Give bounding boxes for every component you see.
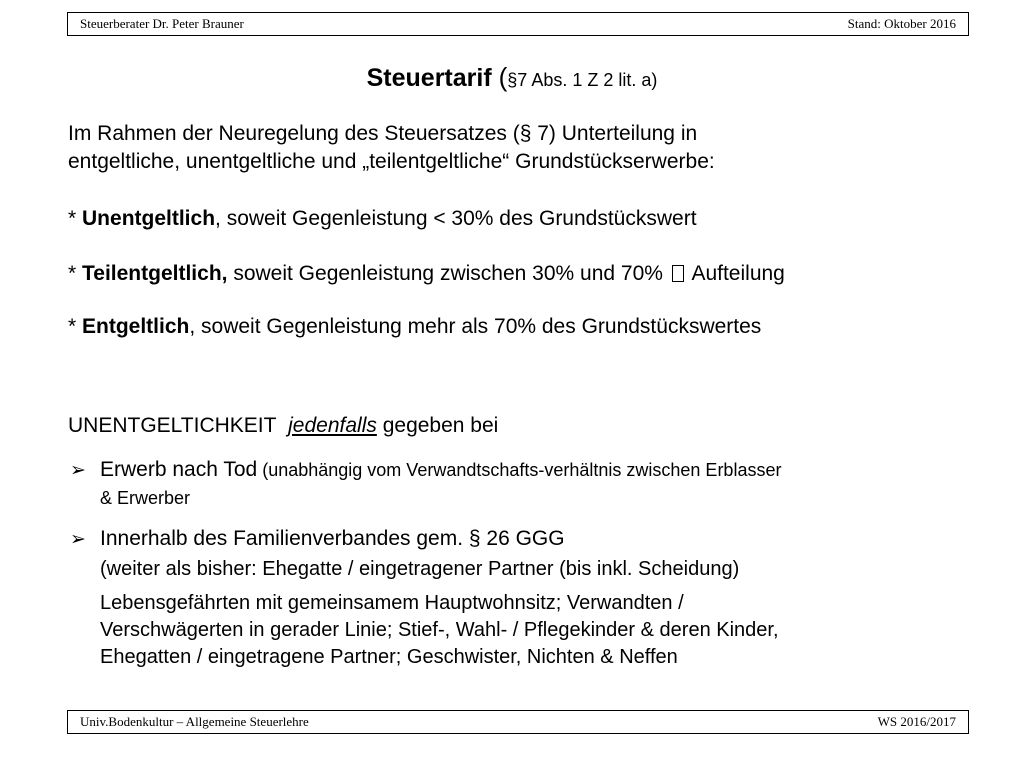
arrow-bullet-icon: ➢ — [70, 528, 86, 550]
intro-line-2: entgeltliche, unentgeltliche und „teilentgeltliche“ Grundstückserwerbe: — [68, 150, 715, 173]
slide-title — [0, 60, 1024, 97]
title-open-paren: ( — [498, 62, 508, 92]
bullet-text: soweit Gegenleistung zwischen 30% und 70% — [227, 262, 663, 285]
title-reference: §7 Abs. 1 Z 2 lit. a) — [507, 70, 658, 90]
paragraph-line-2: Verschwägerten in gerader Linie; Stief-, Wahl- / Pflegekinder & deren Kinder, — [100, 619, 779, 641]
bullet-after-text: Aufteilung — [691, 262, 785, 285]
arrow-item-detail: (unabhängig vom Verwandtschafts-verhältnis zwischen Erblasser — [257, 460, 782, 480]
relatives-paragraph — [100, 590, 779, 671]
header-date: Stand: Oktober 2016 — [847, 16, 956, 31]
bullet-teilentgeltlich — [68, 260, 968, 288]
bullet-term: Unentgeltlich — [82, 207, 216, 230]
subheading-emphasis: jedenfalls — [288, 414, 377, 437]
arrow-bullet-icon: ➢ — [70, 459, 86, 481]
footer-bar — [67, 710, 969, 734]
title-main: Steuertarif — [366, 64, 492, 92]
missing-glyph-icon — [672, 265, 684, 282]
bullet-prefix: * — [68, 315, 83, 338]
bullet-text: , soweit Gegenleistung < 30% des Grundstückswert — [215, 207, 697, 230]
header-bar — [67, 12, 969, 36]
bullet-unentgeltlich — [68, 205, 968, 233]
subheading-rest: gegeben bei — [376, 414, 499, 437]
bullet-term: Teilentgeltlich, — [82, 262, 228, 285]
intro-text — [68, 120, 968, 176]
bullet-prefix: * — [68, 207, 83, 230]
arrow-item-erwerb-nach-tod — [70, 456, 970, 484]
bullet-text: , soweit Gegenleistung mehr als 70% des Grundstückswertes — [189, 315, 762, 338]
arrow-item-main: Erwerb nach Tod — [100, 458, 258, 481]
arrow-item-main: Innerhalb des Familienverbandes gem. § 26 GGG — [100, 527, 565, 550]
footer-semester: WS 2016/2017 — [877, 714, 956, 729]
bullet-term: Entgeltlich — [82, 315, 190, 338]
bullet-prefix: * — [68, 262, 83, 285]
paragraph-line-3: Ehegatten / eingetragene Partner; Geschwister, Nichten & Neffen — [100, 646, 678, 668]
footer-course: Univ.Bodenkultur – Allgemeine Steuerlehre — [80, 714, 309, 729]
paragraph-line-1: Lebensgefährten mit gemeinsamem Hauptwohnsitz; Verwandten / — [100, 592, 684, 614]
header-author: Steuerberater Dr. Peter Brauner — [80, 16, 244, 31]
bullet-entgeltlich — [68, 313, 968, 341]
subheading-text: UNENTGELTICHKEIT — [68, 414, 277, 437]
intro-line-1: Im Rahmen der Neuregelung des Steuersatzes (§ 7) Unterteilung in — [68, 122, 698, 145]
arrow-item-continuation: (weiter als bisher: Ehegatte / eingetragener Partner (bis inkl. Scheidung) — [100, 558, 740, 580]
subheading — [68, 412, 968, 440]
arrow-item-continuation: & Erwerber — [100, 488, 191, 508]
arrow-item-familienverband — [70, 525, 970, 553]
